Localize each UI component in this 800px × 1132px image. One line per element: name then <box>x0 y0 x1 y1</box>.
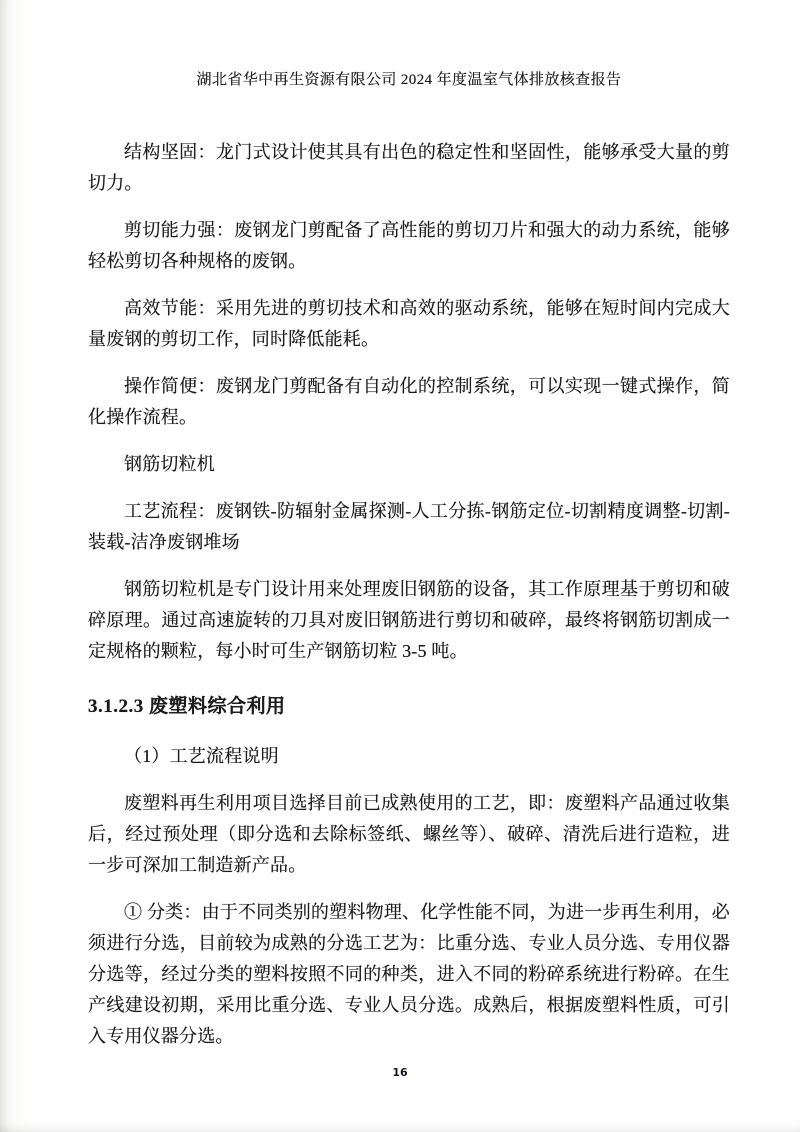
page-number: 16 <box>392 1066 408 1079</box>
para-process-flow: 工艺流程：废钢铁-防辐射金属探测-人工分拣-钢筋定位-切割精度调整-切割-装载-洁净废钢堆场 <box>88 501 730 552</box>
para-rebar-cutter-title: 钢筋切粒机 <box>124 454 215 474</box>
para-process-description-subheading: （1）工艺流程说明 <box>124 746 279 766</box>
para-easy-operation: 操作简便：废钢龙门剪配备有自动化的控制系统，可以实现一键式操作，简化操作流程。 <box>88 376 730 427</box>
para-structural-strength: 结构坚固：龙门式设计使其具有出色的稳定性和坚固性，能够承受大量的剪切力。 <box>88 142 730 193</box>
para-energy-efficiency: 高效节能：采用先进的剪切技术和高效的驱动系统，能够在短时间内完成大量废钢的剪切工作，同时降低能耗。 <box>88 298 730 349</box>
para-classification-sorting: ① 分类：由于不同类别的塑料物理、化学性能不同，为进一步再生利用，必须进行分选，目前较为成熟的分选工艺为：比重分选、专业人员分选、专用仪器分选等，经过分类的塑料按照不同的种类，进入不同的粉碎系统进行粉碎。在生产线建设初期，采用比重分选、专业人员分选。成熟后，根据废塑料性质，可引入专用仪器分选。 <box>88 902 730 1046</box>
page-content <box>88 68 730 1052</box>
para-plastic-recycling-process: 废塑料再生利用项目选择目前已成熟使用的工艺，即：废塑料产品通过收集后，经过预处理（即分选和去除标签纸、螺丝等）、破碎、清洗后进行造粒，进一步可深加工制造新产品。 <box>88 793 730 875</box>
report-header-title: 湖北省华中再生资源有限公司 2024 年度温室气体排放核查报告 <box>196 72 622 88</box>
section-heading-waste-plastic: 3.1.2.3 废塑料综合利用 <box>88 696 286 717</box>
para-rebar-cutter-description: 钢筋切粒机是专门设计用来处理废旧钢筋的设备，其工作原理基于剪切和破碎原理。通过高速旋转的刀具对废旧钢筋进行剪切和破碎，最终将钢筋切割成一定规格的颗粒，每小时可生产钢筋切粒 3-5 吨。 <box>88 579 730 661</box>
para-shearing-capacity: 剪切能力强：废钢龙门剪配备了高性能的剪切刀片和强大的动力系统，能够轻松剪切各种规格的废钢。 <box>88 220 730 271</box>
